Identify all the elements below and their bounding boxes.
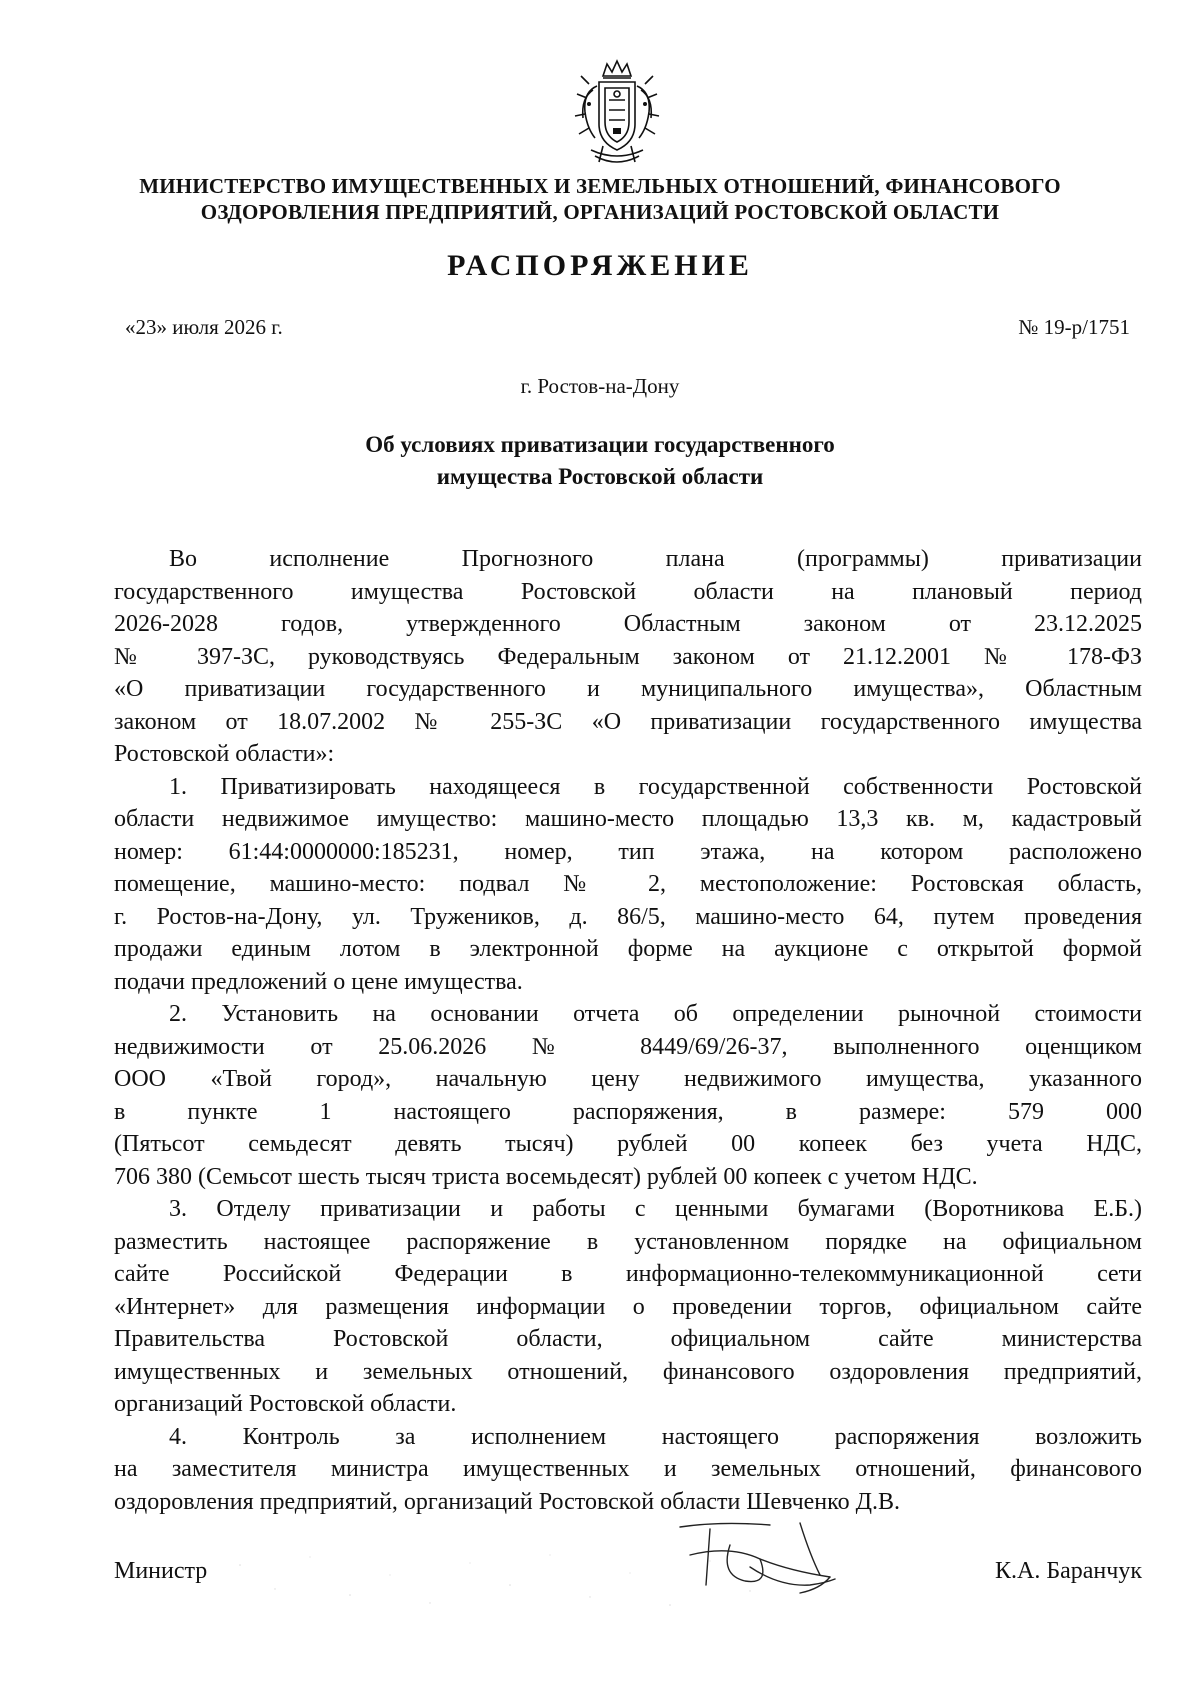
body-line: области недвижимое имущество: машино-место площадью 13,3 кв. м, кадастровый xyxy=(114,806,1142,832)
body-line: (Пятьсот семьдесят девять тысяч) рублей 00 копеек без учета НДС, xyxy=(114,1131,1142,1157)
body-line: 3. Отделу приватизации и работы с ценными бумагами (Воротникова Е.Б.) xyxy=(169,1196,1142,1222)
body-line: Ростовской области»: xyxy=(114,741,335,767)
body-line: разместить настоящее распоряжение в установленном порядке на официальном xyxy=(114,1228,1142,1255)
signature-block xyxy=(114,1555,1142,1615)
body-line: недвижимости от 25.06.2026 № 8449/69/26-37, выполненного оценщиком xyxy=(114,1033,1142,1060)
body-line: г. Ростов-на-Дону, ул. Тружеников, д. 86/5, машино-место 64, путем проведения xyxy=(114,903,1142,930)
body-line: ООО «Твой город», начальную цену недвижимого имущества, указанного xyxy=(114,1066,1142,1092)
body-line: государственного имущества Ростовской области на плановый период xyxy=(114,578,1142,605)
signer-name: К.А. Баранчук xyxy=(995,1558,1142,1584)
body-line: номер: 61:44:0000000:185231, номер, тип этажа, на котором расположено xyxy=(114,838,1142,865)
document-body xyxy=(114,543,1142,1518)
body-line: 2026-2028 годов, утвержденного Областным законом от 23.12.2025 xyxy=(114,611,1142,637)
ministry-name-line2: ОЗДОРОВЛЕНИЯ ПРЕДПРИЯТИЙ, ОРГАНИЗАЦИЙ РОСТОВСКОЙ ОБЛАСТИ xyxy=(200,200,1000,224)
document-city: г. Ростов-на-Дону xyxy=(520,374,680,398)
document-subject-line2: имущества Ростовской области xyxy=(436,464,764,489)
body-line: подачи предложений о цене имущества. xyxy=(114,968,523,995)
signer-position: Министр xyxy=(114,1558,208,1584)
ministry-name-line1: МИНИСТЕРСТВО ИМУЩЕСТВЕННЫХ И ЗЕМЕЛЬНЫХ ОТНОШЕНИЙ, ФИНАНСОВОГО xyxy=(139,174,1061,198)
rostov-oblast-coat-of-arms-icon xyxy=(569,58,665,170)
body-line: Правительства Ростовской области, официальном сайте министерства xyxy=(114,1326,1142,1352)
document-number: № 19-р/1751 xyxy=(1018,315,1130,339)
body-line: 1. Приватизировать находящееся в государственной собственности Ростовской xyxy=(169,773,1142,800)
body-line: оздоровления предприятий, организаций Ростовской области Шевченко Д.В. xyxy=(114,1488,900,1515)
document-subject-line1: Об условиях приватизации государственного xyxy=(365,432,835,457)
body-line: «О приватизации государственного и муниципального имущества», Областным xyxy=(114,676,1142,702)
body-line: сайте Российской Федерации в информационно-телекоммуникационной сети xyxy=(114,1261,1142,1287)
body-line: имущественных и земельных отношений, финансового оздоровления предприятий, xyxy=(114,1358,1142,1385)
body-line: организаций Ростовской области. xyxy=(114,1391,457,1417)
body-line: 2. Установить на основании отчета об определении рыночной стоимости xyxy=(169,1001,1142,1027)
document-date: «23» июля 2026 г. xyxy=(125,315,283,339)
body-line: помещение, машино-место: подвал № 2, местоположение: Ростовская область, xyxy=(114,871,1142,897)
body-line: 706 380 (Семьсот шесть тысяч триста восемьдесят) рублей 00 копеек с учетом НДС. xyxy=(114,1163,978,1190)
body-line: 4. Контроль за исполнением настоящего распоряжения возложить xyxy=(169,1423,1142,1450)
body-line: законом от 18.07.2002 № 255-ЗС «О приватизации государственного имущества xyxy=(114,708,1142,735)
body-line: «Интернет» для размещения информации о проведении торгов, официальном сайте xyxy=(114,1293,1142,1320)
body-line: в пункте 1 настоящего распоряжения, в размере: 579 000 xyxy=(114,1098,1142,1125)
body-line: № 397-ЗС, руководствуясь Федеральным законом от 21.12.2001 № 178-ФЗ xyxy=(114,643,1142,670)
body-line: продажи единым лотом в электронной форме на аукционе с открытой формой xyxy=(114,936,1142,962)
body-line: на заместителя министра имущественных и земельных отношений, финансового xyxy=(114,1456,1142,1482)
document-type: РАСПОРЯЖЕНИЕ xyxy=(447,249,753,282)
body-line: Во исполнение Прогнозного плана (программы) приватизации xyxy=(169,546,1142,572)
